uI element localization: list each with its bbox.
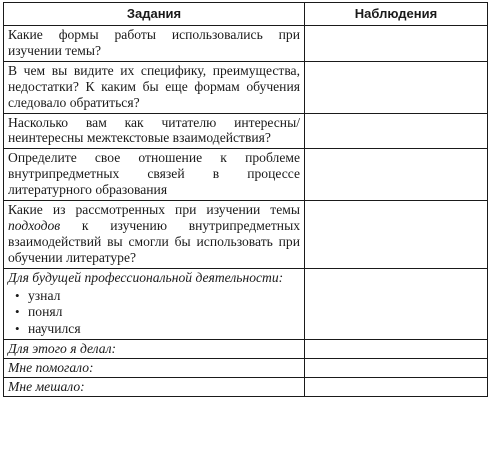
observation-cell[interactable] <box>305 113 488 149</box>
header-tasks: Задания <box>4 3 305 26</box>
task-text: Для будущей профессиональной деятельности: <box>8 269 284 285</box>
outcome-list <box>8 288 300 338</box>
task-emphasis: подходов <box>8 217 61 233</box>
observation-cell[interactable] <box>305 149 488 201</box>
observation-cell[interactable] <box>305 26 488 62</box>
task-cell: Насколько вам как читателю интересны/неинтересны межтекстовые взаимодействия? <box>4 113 305 149</box>
task-text: Какие из рассмотренных при изучении темы <box>8 202 300 218</box>
observation-cell[interactable] <box>305 201 488 269</box>
list-item: • научился <box>28 321 300 338</box>
observation-cell[interactable] <box>305 378 488 397</box>
task-cell: Какие формы работы использовались при изучении темы? <box>4 26 305 62</box>
table-row <box>4 359 488 378</box>
table-row <box>4 340 488 359</box>
table-row <box>4 268 488 339</box>
task-cell: Мне мешало: <box>4 378 305 397</box>
observation-cell[interactable] <box>305 340 488 359</box>
table-row <box>4 149 488 201</box>
header-observations: Наблюдения <box>305 3 488 26</box>
task-cell: Определите свое отношение к проблеме внутрипредметных связей в процессе литературного образования <box>4 149 305 201</box>
task-cell <box>4 268 305 339</box>
list-item: • понял <box>28 304 300 321</box>
task-cell <box>4 201 305 269</box>
task-text: к изучению внутрипредметных взаимодействий вы смогли бы использовать при обучении литературе? <box>8 217 300 265</box>
table-row <box>4 113 488 149</box>
reflection-table <box>3 2 488 397</box>
header-row <box>4 3 488 26</box>
task-cell: Мне помогало: <box>4 359 305 378</box>
task-cell: Для этого я делал: <box>4 340 305 359</box>
observation-cell[interactable] <box>305 359 488 378</box>
table-row <box>4 26 488 62</box>
task-cell: В чем вы видите их специфику, преимущества, недостатки? К каким бы еще формам обучения следовало обратиться? <box>4 61 305 113</box>
table-row <box>4 201 488 269</box>
observation-cell[interactable] <box>305 268 488 339</box>
table-row <box>4 61 488 113</box>
list-item: • узнал <box>28 288 300 305</box>
observation-cell[interactable] <box>305 61 488 113</box>
table-row <box>4 378 488 397</box>
